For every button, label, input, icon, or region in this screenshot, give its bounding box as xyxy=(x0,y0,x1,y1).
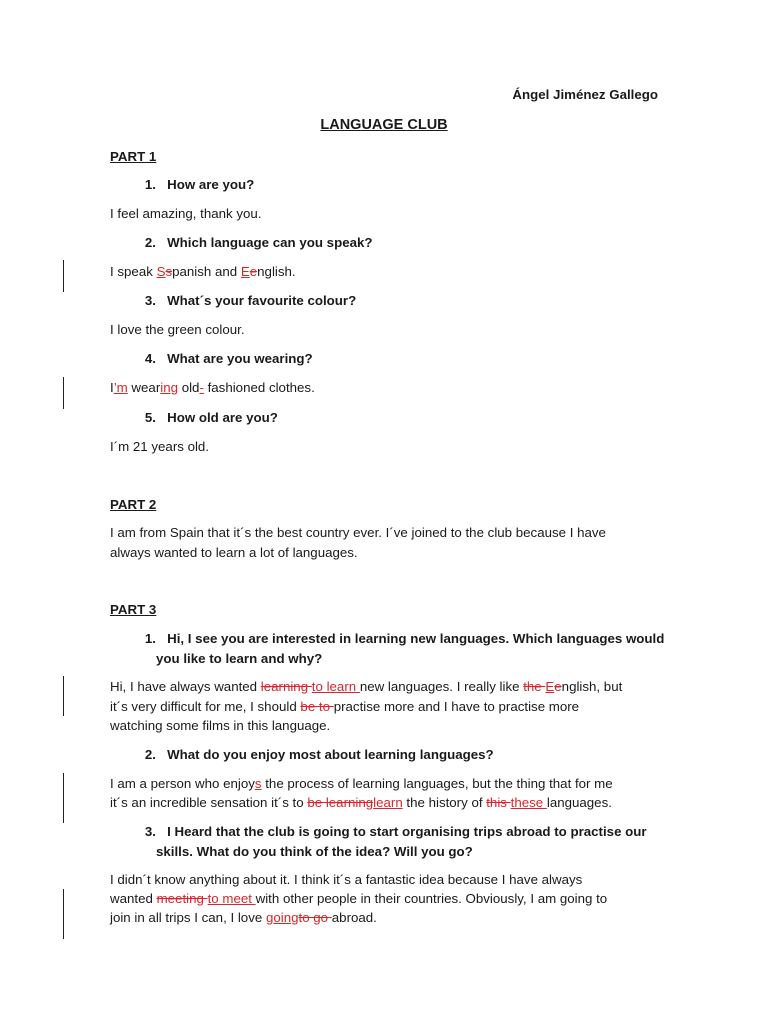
part3-answer-3-line-2: wanted meeting to meet with other people in their countries. Obviously, I am going to xyxy=(110,891,608,906)
part3-heading: PART 3 xyxy=(110,602,157,617)
part3-answer-1-line-2: it´s very difficult for me, I should be to practise more and I have to practise more xyxy=(110,699,580,714)
change-bar xyxy=(63,260,64,292)
part3-answer-3-line-3: join in all trips I can, I love goingto go abroad. xyxy=(110,910,377,925)
part3-question-3-line-2: skills. What do you think of the idea? Will you go? xyxy=(156,844,473,859)
change-bar xyxy=(63,676,64,716)
part3-answer-2-line-2: it´s an incredible sensation it´s to be learninglearn the history of this these languages. xyxy=(110,795,612,810)
part3-question-1: 1. Hi, I see you are interested in learning new languages. Which languages would xyxy=(144,631,665,646)
part3-answer-1-line-1: Hi, I have always wanted learning to learn new languages. I really like the Eenglish, but xyxy=(110,679,623,694)
part1-answer-4: I’m wearing old- fashioned clothes. xyxy=(110,380,315,395)
part1-question-2: 2. Which language can you speak? xyxy=(144,235,373,250)
part2-heading: PART 2 xyxy=(110,497,157,512)
part3-question-2: 2. What do you enjoy most about learning languages? xyxy=(144,747,494,762)
part1-question-4: 4. What are you wearing? xyxy=(144,351,313,366)
part1-heading: PART 1 xyxy=(110,149,157,164)
part1-answer-3: I love the green colour. xyxy=(110,322,245,337)
part2-paragraph-line-2: always wanted to learn a lot of languages. xyxy=(110,545,358,560)
change-bar xyxy=(63,889,64,939)
part1-answer-1: I feel amazing, thank you. xyxy=(110,206,262,221)
part3-answer-2-line-1: I am a person who enjoys the process of learning languages, but the thing that for me xyxy=(110,776,613,791)
author-name: Ángel Jiménez Gallego xyxy=(512,87,658,102)
part3-question-3: 3. I Heard that the club is going to start organising trips abroad to practise our xyxy=(144,824,647,839)
part1-question-1: 1. How are you? xyxy=(144,177,255,192)
part3-question-1-line-2: you like to learn and why? xyxy=(156,651,323,666)
part3-answer-3-line-1: I didn´t know anything about it. I think it´s a fantastic idea because I have always xyxy=(110,872,583,887)
part1-answer-2: I speak Sspanish and Eenglish. xyxy=(110,264,296,279)
change-bar xyxy=(63,773,64,823)
part1-answer-5: I´m 21 years old. xyxy=(110,439,210,454)
part3-answer-1-line-3: watching some films in this language. xyxy=(110,718,331,733)
part1-question-3: 3. What´s your favourite colour? xyxy=(144,293,357,308)
part2-paragraph-line-1: I am from Spain that it´s the best country ever. I´ve joined to the club because I have xyxy=(110,525,606,540)
change-bar xyxy=(63,377,64,409)
document-title: LANGUAGE CLUB xyxy=(320,117,448,133)
part1-question-5: 5. How old are you? xyxy=(144,410,278,425)
